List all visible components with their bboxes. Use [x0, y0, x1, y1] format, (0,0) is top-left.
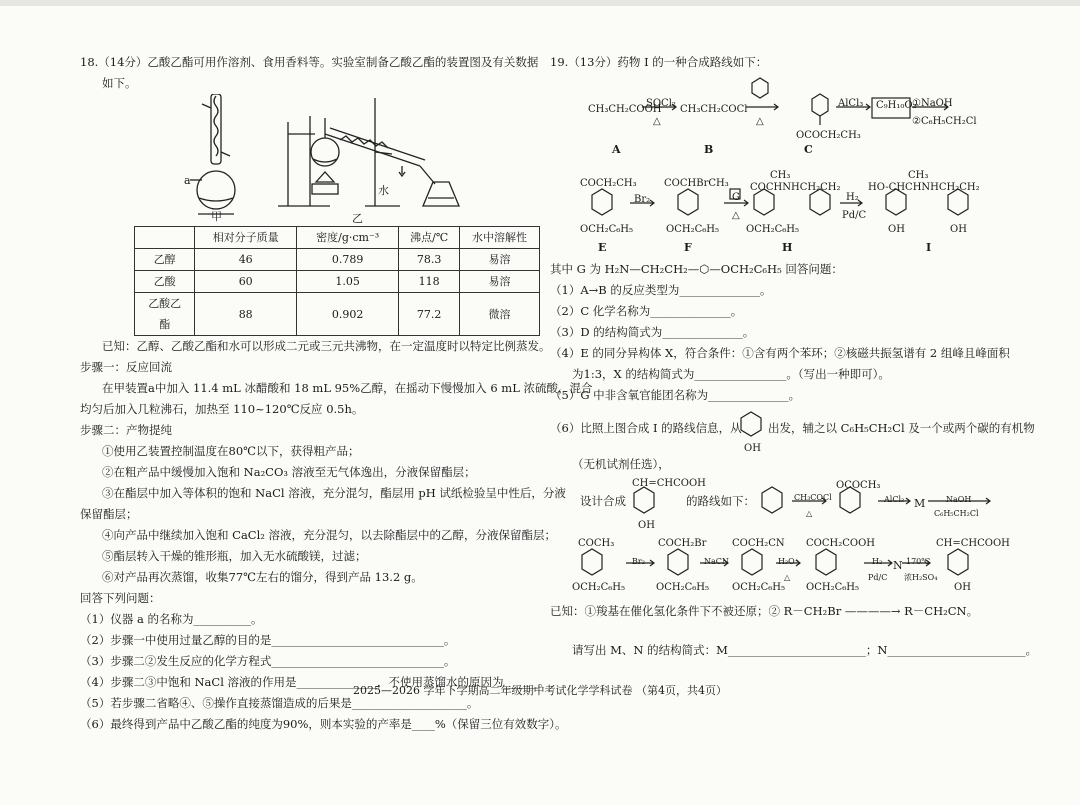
label-B: B	[704, 143, 714, 156]
q19-header: 19.（13分）药物 I 的一种合成路线如下：	[550, 55, 768, 69]
s1-top: COCH₃	[578, 538, 615, 549]
property-table	[134, 226, 540, 336]
question-19	[550, 52, 1040, 661]
reagent-delta-r2: △	[784, 573, 791, 582]
reagent-pdc: Pd/C	[842, 210, 867, 221]
sub-question: （6）最终得到产品中乙酸乙酯的纯度为90%，则本实验的产率是____%（保留三位有效数字）。	[80, 717, 567, 731]
table-cell: 46	[195, 249, 297, 271]
E-top: COCH₂CH₃	[580, 178, 637, 189]
answer-title: 回答下列问题：	[80, 591, 161, 605]
q6-phenol-oh: OH	[744, 443, 761, 454]
F-top: COCHBrCH₃	[664, 178, 729, 189]
reagent-h2-r: H₂	[872, 557, 883, 566]
reagent-delta-2: △	[756, 116, 764, 127]
reagent-delta: △	[653, 116, 661, 127]
reagent-h2so4: 浓H₂SO₄	[904, 573, 938, 582]
N-label: N	[893, 559, 903, 572]
step2-item: ②在粗产品中缓慢加入饱和 Na₂CO₃ 溶液至无气体逸出，分液保留酯层；	[102, 465, 476, 479]
label-H: H	[782, 241, 793, 254]
sub-question: （4）步骤二③中饱和 NaCl 溶液的作用是______________，不使用蒸馏水的原因为______。	[80, 675, 550, 689]
label-water: 水	[378, 184, 389, 197]
reagent-br2-r: Br₂	[632, 557, 645, 566]
q6-intro	[550, 406, 1040, 452]
step1-text-a: 在甲装置a中加入 11.4 mL 冰醋酸和 18 mL 95%乙醇，在摇动下慢慢加入 6 mL 浓硫酸，混合	[102, 381, 593, 395]
sub-question: （2）步骤一中使用过量乙醇的目的是______________________________。	[80, 633, 456, 647]
q18-header-2: 如下。	[102, 76, 137, 90]
reagent-br2: Br₂	[634, 194, 651, 205]
label-I: I	[926, 241, 932, 254]
reagent-naoh-r: NaOH	[946, 495, 972, 504]
H-bottom: OCH₂C₆H₅	[746, 224, 799, 235]
q18-header: 18.（14分）乙酸乙酯可用作溶剂、食用香料等。实验室制备乙酸乙酯的装置图及有关数据	[80, 55, 539, 69]
table-cell: 易溶	[459, 249, 539, 271]
reagent-h3o: H₃O⁺	[778, 557, 799, 566]
reagent-socl2: SOCl₂	[646, 98, 676, 109]
scheme-row-2	[550, 165, 1040, 259]
sub-question: （2）C 化学名称为______________。	[550, 304, 743, 318]
step2-item: ①使用乙装置控制温度在80℃以下，获得粗产品；	[102, 444, 360, 458]
reagent-ch3cocl: CH₃COCl	[794, 493, 832, 502]
label-A: A	[612, 143, 621, 156]
page-footer: 2025—2026 学年下学期高二年级期中考试化学学科试卷 （第4页，共4页）	[353, 684, 727, 697]
reagent-alcl3: AlCl₃	[838, 98, 864, 109]
I-oh-1: OH	[888, 224, 905, 235]
table-cell: 乙酸	[135, 271, 195, 293]
phenol-ring	[736, 408, 766, 442]
design-label: 设计合成	[580, 494, 626, 508]
step2-title: 步骤二：产物提纯	[80, 423, 172, 437]
label-jia: 甲	[211, 210, 222, 223]
label-a: a	[184, 174, 191, 187]
reagent-alcl3-r: AlCl₃	[884, 495, 905, 504]
q6-text-c: （无机试剂任选），	[572, 457, 670, 471]
formula-box-D: C₉H₁₀O₂	[876, 100, 917, 111]
sub-question: （1）仪器 a 的名称为__________。	[80, 612, 263, 626]
table-cell: 1.05	[297, 271, 399, 293]
step2-item: ⑤酯层转入干燥的锥形瓶，加入无水硫酸镁，过滤；	[102, 549, 367, 563]
s2-top: COCH₂Br	[658, 538, 707, 549]
formula-A: CH₃CH₂COOH	[588, 104, 662, 115]
table-cell: 77.2	[399, 293, 460, 336]
reagent-naoh: ①NaOH	[912, 98, 953, 109]
step2-item: ③在酯层中加入等体积的饱和 NaCl 溶液，充分混匀，酯层用 pH 试纸检验呈中性后，分液	[102, 486, 566, 500]
q6-text-a: （6）比照上图合成 I 的路线信息，从	[550, 421, 742, 435]
route-label: 的路线如下：	[686, 494, 755, 508]
table-header-row	[135, 227, 540, 249]
label-yi: 乙	[352, 212, 363, 225]
table-header: 沸点/℃	[399, 227, 460, 249]
formula-C-sub: OCOCH₂CH₃	[796, 130, 861, 141]
q6-text-b: 出发，辅之以 C₆H₅CH₂Cl 及一个或两个碳的有机物	[768, 421, 1035, 435]
route-row-2	[550, 533, 1040, 599]
step2-item: ⑥对产品再次蒸馏，收集77℃左右的馏分，得到产品 13.2 g。	[102, 570, 423, 584]
target-top: CH=CHCOOH	[632, 478, 706, 489]
reagent-h2: H₂	[846, 192, 859, 203]
reagent-170: 170℃	[906, 557, 931, 566]
I-top: HO-CHCHNHCH₂CH₂	[868, 182, 980, 193]
q19-known: 已知：①羧基在催化氢化条件下不被还原；② R－CH₂Br ————→ R－CH₂CN。	[550, 604, 979, 618]
I-oh-2: OH	[950, 224, 967, 235]
page-edge	[0, 0, 1080, 6]
reagent-pdc-r: Pd/C	[868, 573, 888, 582]
H-ch3: CH₃	[770, 170, 791, 181]
q18-known: 已知：乙醇、乙酸乙酯和水可以形成二元或三元共沸物，在一定温度时以特定比例蒸发。	[102, 339, 551, 353]
table-cell: 乙酸乙酯	[135, 293, 195, 336]
s4-bottom: OCH₂C₆H₅	[806, 582, 859, 593]
table-header	[135, 227, 195, 249]
step1-title: 步骤一：反应回流	[80, 360, 172, 374]
reagent-G-delta: △	[732, 210, 740, 221]
F-bottom: OCH₂C₆H₅	[666, 224, 719, 235]
route-row-1	[550, 475, 1040, 533]
table-row	[135, 249, 540, 271]
label-C: C	[804, 143, 813, 156]
sub-question: （3）D 的结构简式为______________。	[550, 325, 755, 339]
sub-question: （5）若步骤二省略④、⑤操作直接蒸馏造成的后果是____________________。	[80, 696, 479, 710]
sub-question: 为1:3，X 的结构简式为________________。（写出一种即可）。	[572, 367, 890, 381]
table-cell: 88	[195, 293, 297, 336]
question-18	[80, 52, 593, 735]
reagent-benzyl-r: C₆H₅CH₂Cl	[934, 509, 979, 518]
label-F: F	[684, 241, 692, 254]
sub-question: （1）A→B 的反应类型为______________。	[550, 283, 772, 297]
M-label: M	[914, 497, 926, 510]
table-cell: 0.902	[297, 293, 399, 336]
table-header: 相对分子质量	[195, 227, 297, 249]
table-cell: 易溶	[459, 271, 539, 293]
scheme-row-1	[550, 73, 1040, 165]
I-ch3: CH₃	[908, 170, 929, 181]
step2-item: 保留酯层；	[80, 507, 138, 521]
table-cell: 78.3	[399, 249, 460, 271]
E-bottom: OCH₂C₆H₅	[580, 224, 633, 235]
apparatus-figure	[80, 94, 540, 226]
s2-bottom: OCH₂C₆H₅	[656, 582, 709, 593]
s4-top: COCH₂COOH	[806, 538, 875, 549]
apparatus-drawing	[80, 94, 540, 226]
target-oh: OH	[638, 520, 655, 531]
table-header: 水中溶解性	[459, 227, 539, 249]
g-definition: 其中 G 为 H₂N—CH₂CH₂—⬡—OCH₂C₆H₅ 回答问题：	[550, 262, 843, 276]
table-cell: 118	[399, 271, 460, 293]
ococh3: OCOCH₃	[836, 480, 881, 491]
s3-top: COCH₂CN	[732, 538, 785, 549]
reagent-benzyl: ②C₆H₅CH₂Cl	[912, 116, 977, 127]
s3-bottom: OCH₂C₆H₅	[732, 582, 785, 593]
table-row	[135, 271, 540, 293]
formula-B: CH₃CH₂COCl	[680, 104, 748, 115]
sub-question: （4）E 的同分异构体 X，符合条件：①含有两个苯环；②核磁共振氢谱有 2 组峰且峰面积	[550, 346, 1010, 360]
reagent-delta-r: △	[806, 509, 813, 518]
table-cell: 0.789	[297, 249, 399, 271]
s5-top: CH=CHCOOH	[936, 538, 1010, 549]
sub-question: （5）G 中非含氧官能团名称为______________。	[550, 388, 801, 402]
H-top: COCHNHCH₂CH₂	[750, 182, 841, 193]
label-E: E	[598, 241, 607, 254]
reagent-G: G	[732, 192, 740, 203]
table-cell: 乙醇	[135, 249, 195, 271]
table-header: 密度/g·cm⁻³	[297, 227, 399, 249]
s1-bottom: OCH₂C₆H₅	[572, 582, 625, 593]
step2-item: ④向产品中继续加入饱和 CaCl₂ 溶液，充分混匀，以去除酯层中的乙醇，分液保留酯层；	[102, 528, 557, 542]
reagent-nacn: NaCN	[704, 557, 729, 566]
s5-bottom: OH	[954, 582, 971, 593]
step1-text-b: 均匀后加入几粒沸石，加热至 110~120℃反应 0.5h。	[80, 402, 364, 416]
table-cell: 微溶	[459, 293, 539, 336]
sub-question: （3）步骤二②发生反应的化学方程式______________________________。	[80, 654, 456, 668]
table-cell: 60	[195, 271, 297, 293]
table-row	[135, 293, 540, 336]
q19-ask: 请写出 M、N 的结构简式：M________________________；N________________________。	[572, 643, 1037, 657]
